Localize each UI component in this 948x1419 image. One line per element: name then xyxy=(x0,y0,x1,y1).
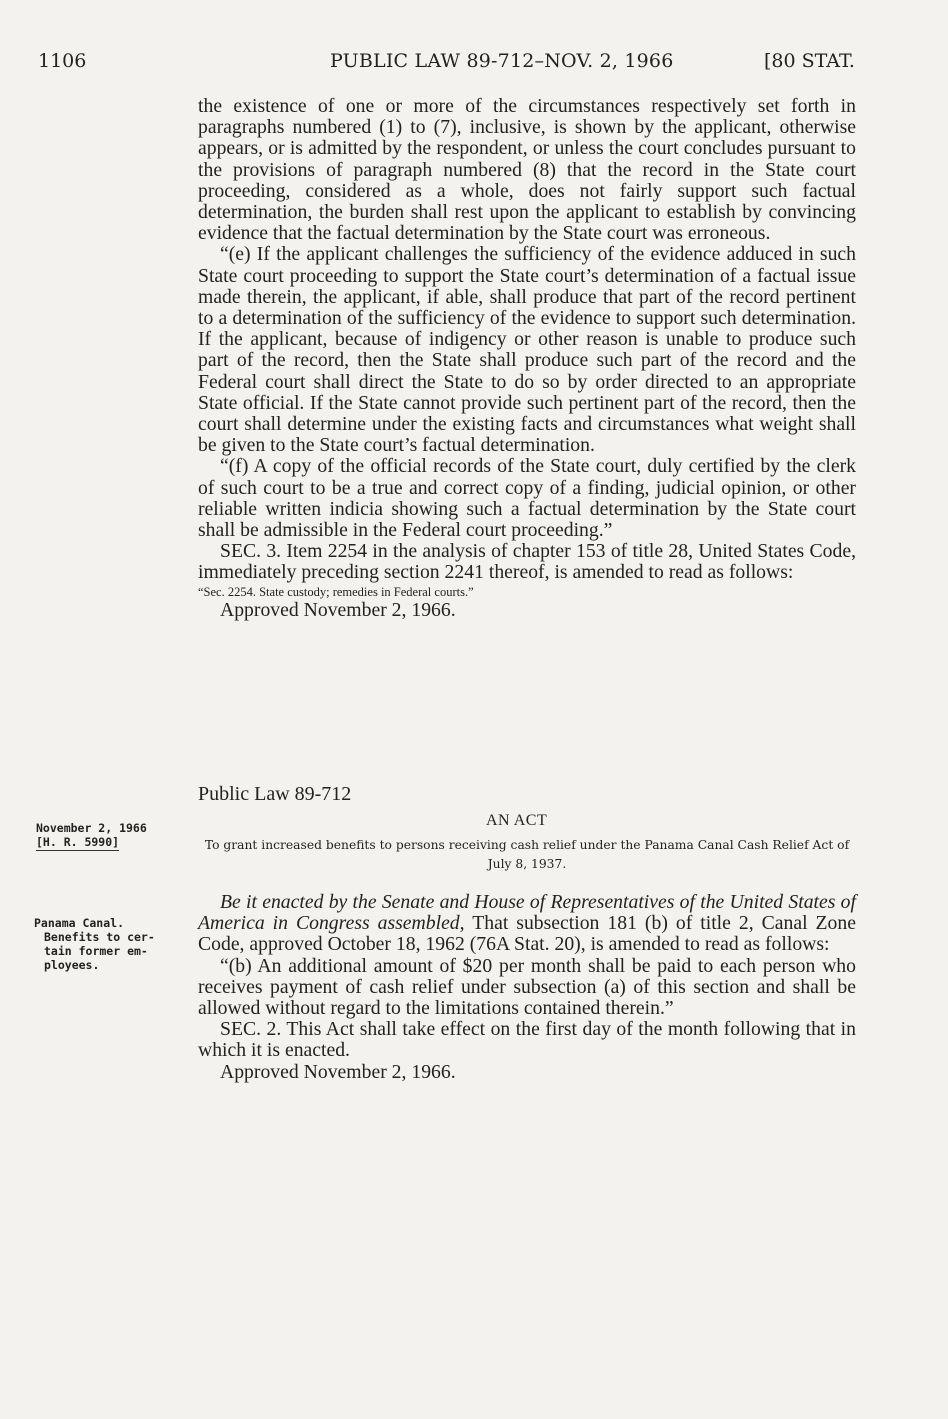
section-3: SEC. 3. Item 2254 in the analysis of chapter 153 of title 28, United States Code, immediately preceding section 2241 thereof, is amended to read as follows: xyxy=(198,540,856,584)
margin-note-date xyxy=(36,821,196,851)
section-2: SEC. 2. This Act shall take effect on the first day of the month following that in which it is enacted. xyxy=(198,1018,856,1062)
enacting-clause: Be it enacted by the Senate and House of Representatives of the United States of America in Congress assembled, xyxy=(198,891,856,935)
subsection-b: “(b) An additional amount of $20 per month shall be paid to each person who receives payment of cash relief under subsection (a) of this section and shall be allowed without regard to the limitations contained therein.” xyxy=(198,954,856,1020)
act-purpose: To grant increased benefits to persons receiving cash relief under the Panama Canal Cash Relief Act of July 8, 1937. xyxy=(204,838,850,871)
running-title: PUBLIC LAW 89-712–NOV. 2, 1966 xyxy=(330,50,674,72)
approved-date-1: Approved November 2, 1966. xyxy=(220,598,456,621)
enacting-paragraph xyxy=(198,892,856,956)
margin-bill-ref: [H. R. 5990] xyxy=(36,835,120,849)
act-body xyxy=(198,892,856,1083)
volume-reference: [80 STAT. xyxy=(764,50,855,72)
act-label: AN ACT xyxy=(486,812,548,829)
page-number: 1106 xyxy=(38,50,87,72)
public-law-title: Public Law 89-712 xyxy=(198,783,352,805)
approved-date-2: Approved November 2, 1966. xyxy=(220,1060,456,1083)
paragraph-d-continued: the existence of one or more of the circumstances respectively set forth in paragraphs numbered (1) to (7), inclusive, is shown by the applicant, otherwise appears, or is admitted by the respondent, or unless the court concludes pursuant to the provisions of paragraph numbered (8) that the record in the State court proceeding, considered as a whole, does not fairly support such factual determination, the burden shall rest upon the applicant to establish by convincing evidence that the factual determination by the State court was erroneous. xyxy=(198,95,856,245)
margin-date: November 2, 1966 xyxy=(36,821,147,835)
paragraph-e: “(e) If the applicant challenges the sufficiency of the evidence adduced in such State court proceeding to support the State court’s determination of a factual issue made therein, the applicant, if able, shall produce that part of the record pertinent to a determination of the sufficiency of the evidence to support such determination. If the applicant, because of indigency or other reason is unable to produce such part of the record, then the State shall produce such part of the record and the Federal court shall direct the State to do so by order directed to an appropriate State official. If the State cannot provide such pertinent part of the record, then the court shall determine under the existing facts and circumstances what weight shall be given to the State court’s factual determination. xyxy=(198,243,856,457)
margin-canal-2: Benefits to cer- xyxy=(44,930,155,944)
margin-canal-1: Panama Canal. xyxy=(34,916,125,930)
continued-section xyxy=(198,96,856,621)
margin-note-canal xyxy=(34,916,174,972)
margin-canal-3: tain former em- xyxy=(44,944,148,958)
margin-canal-4: ployees. xyxy=(44,958,100,972)
amendment-line: “Sec. 2254. State custody; remedies in Federal courts.” xyxy=(198,584,474,599)
paragraph-f: “(f) A copy of the official records of the State court, duly certified by the clerk of such court to be a true and correct copy of a finding, judicial opinion, or other reliable written indicia showing such a factual determination by the State court shall be admissible in the Federal court proceeding.” xyxy=(198,455,856,542)
section-1-text: That subsection 181 (b) of title 2, Canal Zone Code, approved October 18, 1962 (76A Stat. 20), is amended to read as follows: xyxy=(198,912,856,956)
